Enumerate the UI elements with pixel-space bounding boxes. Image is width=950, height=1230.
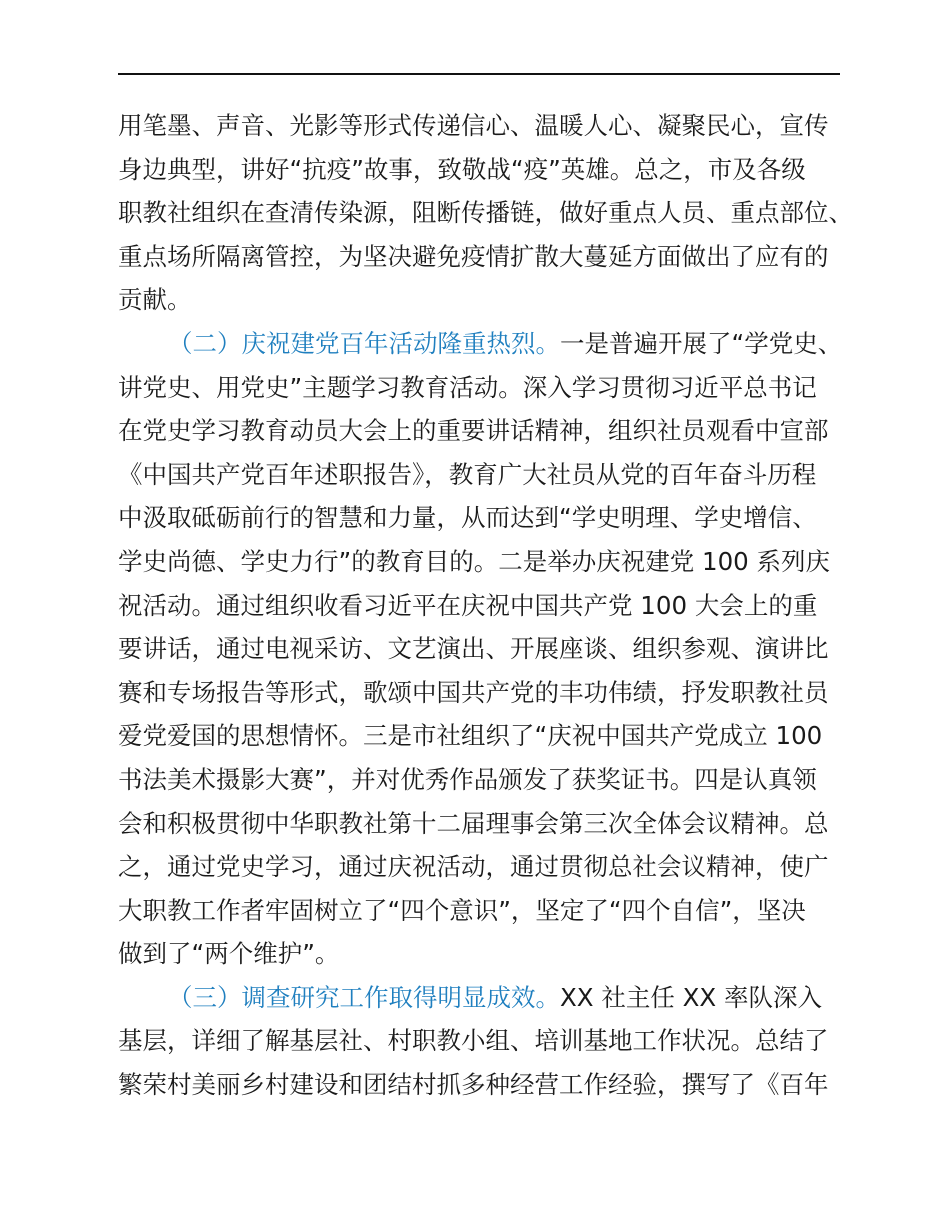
heading-line-rest: 一是普遍开展了“学党史、	[560, 328, 843, 358]
text-line: 祝活动。通过组织收看习近平在庆祝中国共产党 100 大会上的重	[118, 590, 818, 620]
paragraph-first-line	[118, 322, 843, 366]
heading-line-rest: XX 社主任 XX 率队深入	[560, 982, 822, 1012]
text-line: 中汲取砥砺前行的智慧和力量，从而达到“学史明理、学史增信、	[118, 503, 817, 533]
paragraph-party-centenary	[118, 322, 843, 976]
text-line: 在党史学习教育动员大会上的重要讲话精神，组织社员观看中宣部	[118, 416, 829, 446]
text-line: 基层，详细了解基层社、村职教小组、培训基地工作状况。总结了	[118, 1026, 829, 1056]
text-line: 繁荣村美丽乡村建设和团结村抓多种经营工作经验，撰写了《百年	[118, 1070, 829, 1100]
document-body	[118, 104, 853, 1107]
section-heading-2: （二）庆祝建党百年活动隆重热烈。	[168, 328, 560, 358]
paragraph-continuation	[118, 104, 853, 322]
text-line: 之，通过党史学习，通过庆祝活动，通过贯彻总社会议精神，使广	[118, 852, 829, 882]
text-line: 重点场所隔离管控，为坚决避免疫情扩散大蔓延方面做出了应有的	[118, 241, 829, 271]
text-line: 赛和专场报告等形式，歌颂中国共产党的丰功伟绩，抒发职教社员	[118, 677, 829, 707]
text-line: 学史尚德、学史力行”的教育目的。二是举办庆祝建党 100 系列庆	[118, 546, 831, 576]
text-line: 会和积极贯彻中华职教社第十二届理事会第三次全体会议精神。总	[118, 808, 829, 838]
text-line: 大职教工作者牢固树立了“四个意识”，坚定了“四个自信”，坚决	[118, 895, 806, 925]
paragraph-first-line	[118, 976, 840, 1020]
text-line: 职教社组织在查清传染源，阻断传播链，做好重点人员、重点部位、	[118, 198, 853, 228]
paragraph-research	[118, 976, 840, 1107]
text-line: 要讲话，通过电视采访、文艺演出、开展座谈、组织参观、演讲比	[118, 634, 829, 664]
text-line: 做到了“两个维护”。	[118, 939, 340, 969]
text-line: 身边典型，讲好“抗疫”故事，致敬战“疫”英雄。总之，市及各级	[118, 154, 806, 184]
header-rule	[118, 73, 840, 75]
text-line: 贡献。	[118, 285, 192, 315]
text-line: 用笔墨、声音、光影等形式传递信心、温暖人心、凝聚民心，宣传	[118, 111, 829, 140]
text-line: 爱党爱国的思想情怀。三是市社组织了“庆祝中国共产党成立 100	[118, 721, 823, 751]
section-heading-3: （三）调查研究工作取得明显成效。	[168, 982, 560, 1012]
text-line: 讲党史、用党史”主题学习教育活动。深入学习贯彻习近平总书记	[118, 372, 817, 402]
text-line: 《中国共产党百年述职报告》，教育广大社员从党的百年奋斗历程	[118, 459, 817, 489]
text-line: 书法美术摄影大赛”，并对优秀作品颁发了获奖证书。四是认真领	[118, 764, 817, 794]
